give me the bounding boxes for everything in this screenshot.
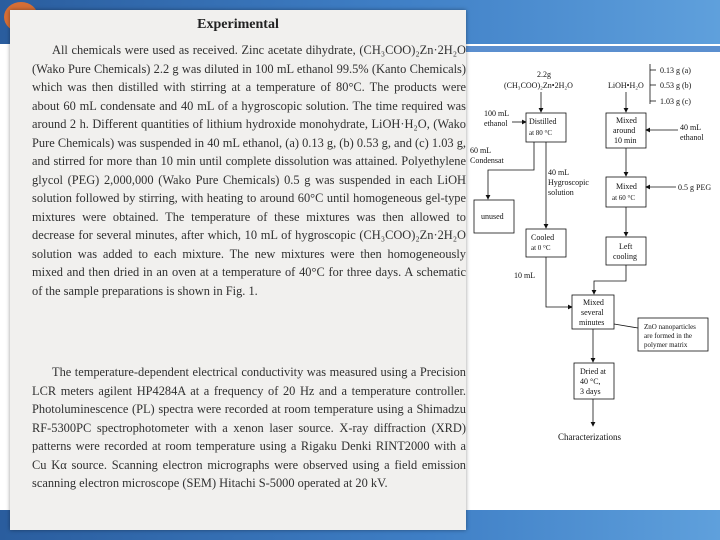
arrow-condensat-to-unused: [488, 142, 534, 199]
mixed-10min-line1: Mixed: [616, 116, 637, 125]
amount-b: 0.53 g (b): [660, 81, 692, 90]
mixed-60-label: Mixed: [616, 182, 637, 191]
distilled-temp: at 80 °C: [529, 129, 553, 137]
section-heading: Experimental: [197, 17, 279, 32]
left-cooling-line2: cooling: [613, 252, 637, 261]
amount-c: 1.03 g (c): [660, 97, 691, 106]
amount-a: 0.13 g (a): [660, 66, 691, 75]
dried-line3: 3 days: [580, 387, 601, 396]
note-connector: [614, 324, 638, 328]
dried-line1: Dried at: [580, 367, 606, 376]
mixed-several-line3: minutes: [579, 318, 605, 327]
zn-formula-label: (CH₃COO)₂Zn•2H₂O: [504, 81, 573, 90]
hygro-label: Hygroscopic: [548, 178, 589, 187]
mixed-10min-line2: around: [613, 126, 636, 135]
ethanol-100-amount: 100 mL: [484, 109, 510, 118]
experimental-text-panel: [10, 10, 466, 530]
mixed-several-line1: Mixed: [583, 298, 604, 307]
condensat-label: Condensat: [470, 156, 504, 165]
preparation-flow-diagram: [466, 56, 720, 500]
paragraph-materials: All chemicals were used as received. Zinc acetate dihydrate, (CH₃COO)₂Zn·2H₂O (Wako Pure Chemicals) 2.2 g was diluted in 100 mL ethanol 99.5% (Kanto Chemicals) which was then distilled with stirring at a temperature of 80°C. The products were about 60 mL condensate and 40 mL of a hygroscopic solution. The time required was around 2 h. Different quantities of lithium hydroxide monohydrate, LiOH·H₂O, (Wako Pure Chemicals) was suspended in 40 mL ethanol, (a) 0.13 g, (b) 0.53 g, and (c) 1.03 g, and stirred for more than 10 min until complete dissolution was attained. Polyethylene glycol (PEG) 2,000,000 (Wako Pure Chemicals) 0.5 g was suspended in each LiOH solution followed by stirring, with heating to around 60°C until homogeneous gel-type mixtures were obtained. The temperature of these mixtures was then allowed to decrease for several minutes, after which, 10 mL of hygroscopic (CH₃COO)₂Zn·2H₂O solution was added to each mixture. The new mixtures were then homogeneously mixed and then dried in an oven at a temperature of 40°C for three days. A schematic of the sample preparations is shown in Fig. 1.: [32, 43, 466, 298]
zn-amount-label: 2.2g: [537, 70, 551, 79]
hygro-solution: solution: [548, 188, 574, 197]
left-cooling-line1: Left: [619, 242, 633, 251]
cooled-label: Cooled: [531, 233, 555, 242]
ten-ml-label: 10 mL: [514, 271, 536, 280]
condensat-amount: 60 mL: [470, 146, 492, 155]
ethanol-100-label: ethanol: [484, 119, 508, 128]
unused-label: unused: [481, 212, 504, 221]
accent-stripe: [466, 46, 720, 52]
ethanol-40-amount: 40 mL: [680, 123, 702, 132]
ethanol-40-label: ethanol: [680, 133, 704, 142]
cooled-temp: at 0 °C: [531, 244, 551, 252]
zno-note-line3: polymer matrix: [644, 341, 688, 349]
hygro-amount: 40 mL: [548, 168, 570, 177]
peg-label: 0.5 g PEG: [678, 183, 712, 192]
arrow-cooled-to-mixed-several: [546, 257, 572, 307]
flow-diagram-svg: [466, 56, 720, 500]
zno-note-line2: are formed in the: [644, 332, 693, 340]
paragraph-measurements: The temperature-dependent electrical conductivity was measured using a Precision LCR meters agilent HP4284A at a frequency of 20 Hz and a temperature controller. Photoluminescence (PL) spectra were recorded at room temperature using a Shimadzu RF-5300PC spectrophotometer with a xenon laser source. X-ray diffraction (XRD) patterns were recorded at room temperature using a Rigaku Denki RINT2000 with a Cu Kα source. Scanning electron micrographs were observed using a field emission scanning electron microscope (SEM) Hitachi S-5000 operated at 20 kV.: [32, 365, 466, 490]
dried-line2: 40 °C,: [580, 377, 601, 386]
mixed-10min-line3: 10 min: [614, 136, 637, 145]
characterizations-label: Characterizations: [558, 432, 621, 442]
mixed-60-temp: at 60 °C: [612, 194, 636, 202]
lioh-label: LiOH•H₂O: [608, 81, 644, 90]
zno-note-line1: ZnO nanoparticles: [644, 323, 696, 331]
arrow-cooling-to-mixed-several: [594, 265, 626, 294]
mixed-several-line2: several: [581, 308, 604, 317]
distilled-label: Distilled: [529, 117, 557, 126]
